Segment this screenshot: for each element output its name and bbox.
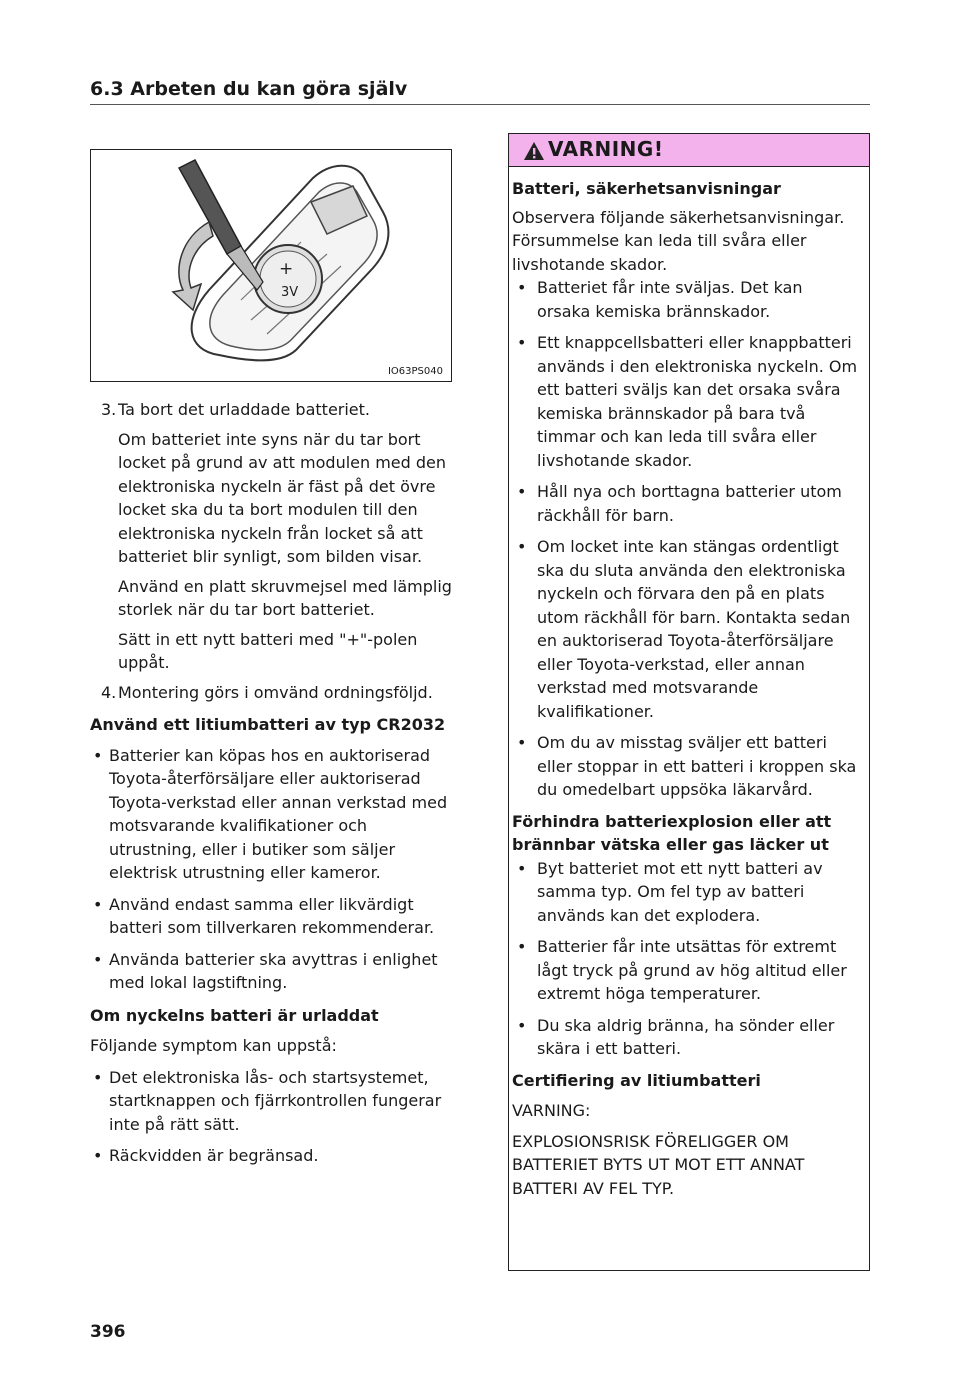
list-item: • Batterier får inte utsättas för extremt lågt tryck på grund av hög altitud eller extremt höga temperaturer.: [512, 935, 859, 1006]
warning-header: [509, 134, 869, 167]
explosion-heading: Förhindra batteriexplosion eller att brännbar vätska eller gas läcker ut: [512, 811, 832, 854]
step-number: 4.: [101, 682, 117, 702]
step-number: 3.: [101, 400, 117, 419]
list-item: • Batterier kan köpas hos en auktoriserad Toyota-återförsäljare eller auktoriserad Toyota-verkstad eller annan verkstad med motsvarande kvalifikationer och utrustning, eller i butiker som säljer elektrisk utrustning eller kameror.: [90, 744, 456, 885]
warning-triangle-icon: [523, 141, 545, 161]
warning-title: VARNING!: [548, 137, 664, 161]
list-item: • Batteriet får inte sväljas. Det kan orsaka kemiska brännskador.: [512, 276, 859, 323]
step-subparagraph: Sätt in ett nytt batteri med "+"-polen uppåt.: [118, 629, 418, 672]
step-subparagraph: Om batteriet inte syns när du tar bort locket på grund av att modulen med den elektroniska nyckeln är fäst på det övre locket ska du ta bort modulen till den elektroniska nyckeln från locket så att batteriet blir synligt, som bilden visar.: [118, 429, 447, 566]
warning-box: [508, 133, 870, 1271]
step-text: Ta bort det urladdade batteriet.: [118, 400, 371, 419]
page-number: 396: [90, 1322, 126, 1342]
list-item: • Om locket inte kan stängas ordentligt ska du sluta använda den elektroniska nyckeln och förvara den på en plats utom räckhåll för barn. Kontakta sedan en auktoriserad Toyota-återförsäljare eller Toyota-verkstad, eller annan verkstad med motsvarande kvalifikationer.: [512, 535, 859, 723]
page-header: [90, 76, 870, 105]
symptoms-list: [90, 1066, 456, 1168]
section-title: 6.3 Arbeten du kan göra själv: [90, 78, 408, 100]
safety-heading: Batteri, säkerhetsanvisningar: [512, 179, 781, 198]
battery-type-list: [90, 744, 456, 995]
key-fob-drawing: [91, 150, 451, 381]
step-subparagraph: Använd en platt skruvmejsel med lämplig storlek när du tar bort batteriet.: [118, 576, 452, 619]
step-text: Montering görs i omvänd ordningsföljd.: [118, 682, 433, 702]
step-item: [90, 681, 456, 705]
list-item: • Byt batteriet mot ett nytt batteri av samma typ. Om fel typ av batteri används kan det explodera.: [512, 857, 859, 928]
list-item: • Om du av misstag sväljer ett batteri eller stoppar in ett batteri i kroppen ska du omedelbart uppsöka läkarvård.: [512, 731, 859, 802]
list-item: • Håll nya och borttagna batterier utom räckhåll för barn.: [512, 480, 859, 527]
list-item: • Du ska aldrig bränna, ha sönder eller skära i ett batteri.: [512, 1014, 859, 1061]
list-item: • Det elektroniska lås- och startsystemet, startknappen och fjärrkontrollen fungerar inte på rätt sätt.: [90, 1066, 456, 1137]
key-battery-illustration: [90, 149, 452, 382]
step-item: [90, 398, 456, 422]
symptoms-intro: Följande symptom kan uppstå:: [90, 1036, 337, 1055]
safety-intro: Observera följande säkerhetsanvisningar. Försummelse kan leda till svåra eller livshotande skador.: [512, 207, 845, 274]
explosion-list: [512, 857, 859, 1061]
list-item: • Använd endast samma eller likvärdigt batteri som tillverkaren rekommenderar.: [90, 893, 456, 940]
safety-list: [512, 276, 859, 802]
battery-plus-label: +: [279, 259, 294, 279]
list-item: • Använda batterier ska avyttras i enlighet med lokal lagstiftning.: [90, 948, 456, 995]
warning-body: [509, 167, 869, 1200]
list-item: • Ett knappcellsbatteri eller knappbatteri används i den elektroniska nyckeln. Om ett batteri sväljs kan det orsaka svåra kemiska brännskador på bara två timmar och kan leda till svåra eller livshotande skador.: [512, 331, 859, 472]
low-battery-heading: Om nyckelns batteri är urladdat: [90, 1005, 379, 1025]
certification-heading: Certifiering av litiumbatteri: [512, 1070, 761, 1090]
certification-text: EXPLOSIONSRISK FÖRELIGGER OM BATTERIET BYTS UT MOT ETT ANNAT BATTERI AV FEL TYP.: [512, 1131, 805, 1198]
battery-type-heading: Använd ett litiumbatteri av typ CR2032: [90, 715, 446, 734]
instructions-column: [90, 398, 456, 1176]
battery-voltage-label: 3V: [281, 285, 299, 300]
list-item: • Räckvidden är begränsad.: [90, 1144, 456, 1168]
figure-code: IO63PS040: [387, 366, 443, 377]
certification-label: VARNING:: [512, 1101, 591, 1120]
